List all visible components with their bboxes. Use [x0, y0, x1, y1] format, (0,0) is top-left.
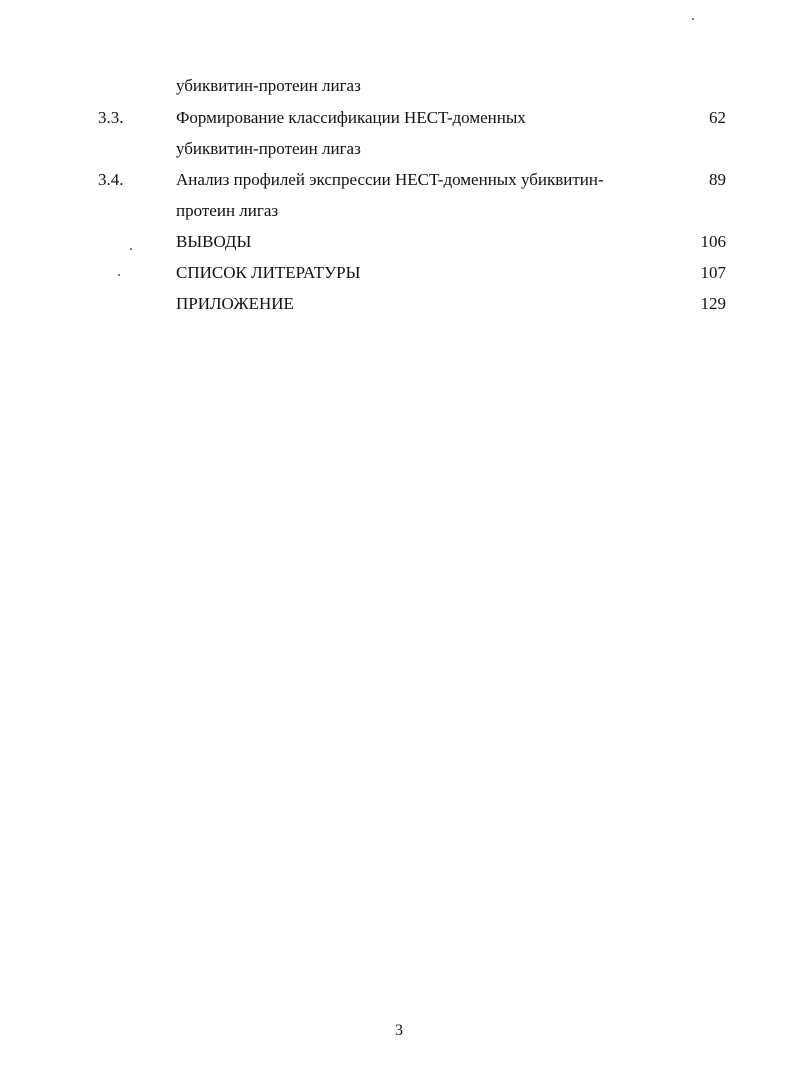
toc-row — [0, 263, 798, 289]
toc-section-title: ВЫВОДЫ — [176, 232, 252, 251]
toc-row — [0, 76, 798, 102]
toc-page-number: 62 — [709, 108, 726, 127]
toc-section-number: 3.4. — [98, 170, 124, 189]
toc-page-number: 129 — [700, 294, 726, 313]
toc-section-title: СПИСОК ЛИТЕРАТУРЫ — [176, 263, 361, 282]
scan-speck — [692, 18, 694, 20]
toc-page-number: 106 — [700, 232, 726, 251]
toc-section-title: протеин лигаз — [176, 201, 279, 220]
toc-row — [0, 108, 798, 134]
toc-section-title: Анализ профилей экспрессии HECT-доменных убиквитин- — [176, 170, 604, 189]
toc-page-number: 107 — [700, 263, 726, 282]
page-number: 3 — [395, 1022, 403, 1039]
toc-row — [0, 139, 798, 165]
toc-row — [0, 201, 798, 227]
toc-section-title: убиквитин-протеин лигаз — [176, 139, 361, 158]
toc-row — [0, 294, 798, 320]
toc-row — [0, 170, 798, 196]
toc-section-title: убиквитин-протеин лигаз — [176, 76, 361, 95]
toc-section-title: Формирование классификации HECT-доменных — [176, 108, 526, 127]
toc-section-title: ПРИЛОЖЕНИЕ — [176, 294, 294, 313]
toc-section-number: 3.3. — [98, 108, 124, 127]
toc-page-number: 89 — [709, 170, 726, 189]
toc-row — [0, 232, 798, 258]
